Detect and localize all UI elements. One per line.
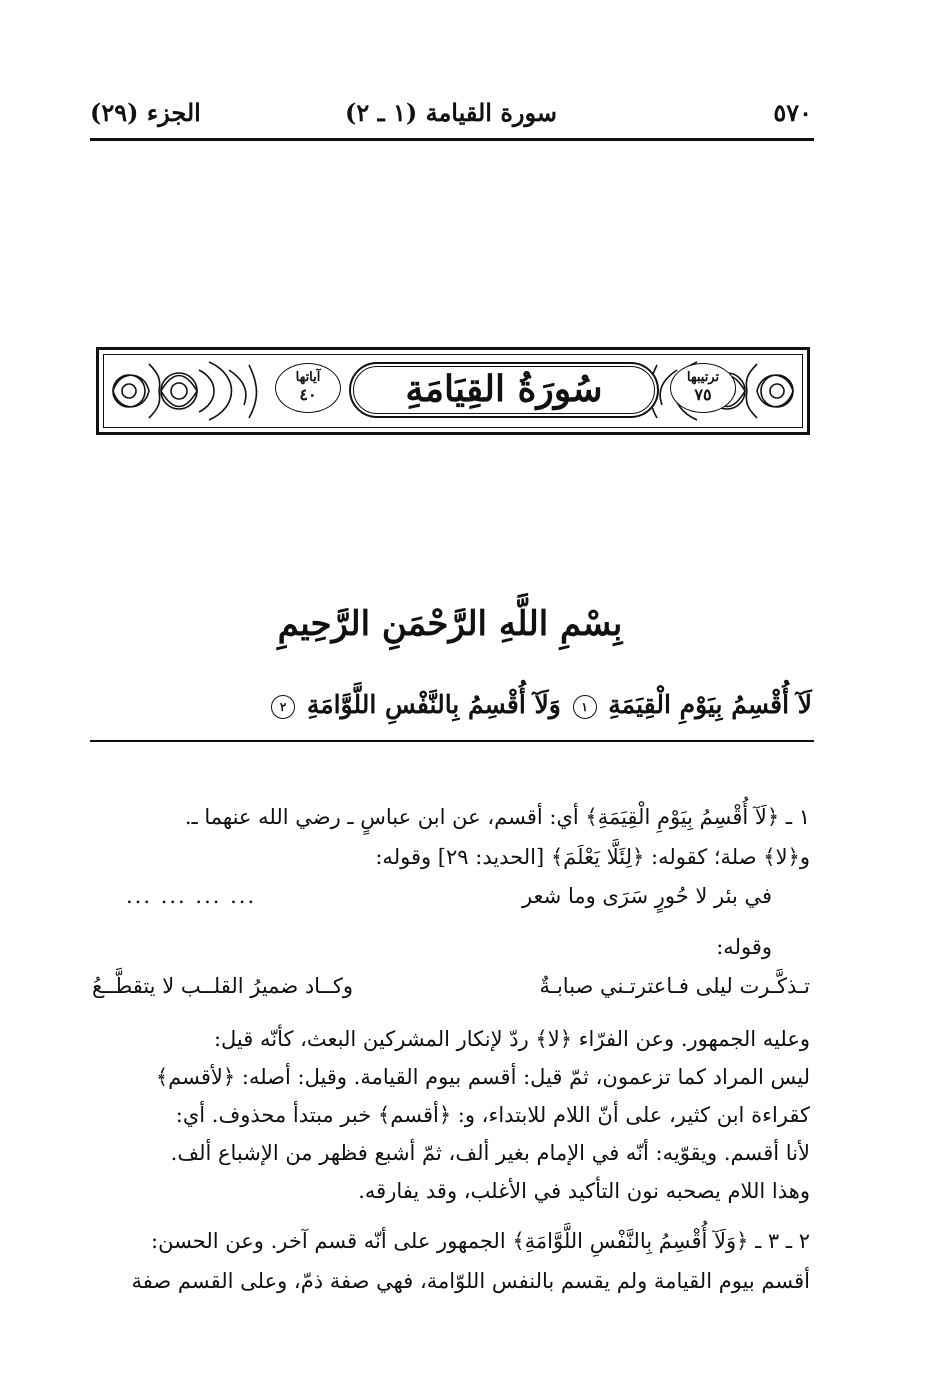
order-number: ٧٥ <box>694 385 712 404</box>
body-line-8: وهذا اللام يصحبه نون التأكيد في الأغلب، وقد يفارقه. <box>358 1179 810 1203</box>
verse-1-text: لَآ أُقْسِمُ بِيَوْمِ الْقِيَمَةِ <box>608 690 812 719</box>
body-line-3: وقوله: <box>716 935 772 959</box>
poem-1-second-hemistich: ... ... ... ... <box>126 884 257 908</box>
juz-label: الجزء (٢٩) <box>90 98 201 127</box>
body-line-10: أقسم بيوم القيامة ولم يقسم بالنفس اللوّامة، فهي صفة ذمّ، وعلى القسم صفة <box>131 1269 810 1293</box>
poem-2-first-hemistich: تـذكَّـرت ليلى فـاعترتـني صبابـةٌ <box>539 974 810 998</box>
verse-1-number: ١ <box>573 695 597 719</box>
body-line-5: ليس المراد كما تزعمون، ثمّ قيل: أقسم بيوم القيامة. وقيل: أصله: ﴿لأقسم﴾ <box>155 1065 810 1089</box>
body-line-1: ١ ـ ﴿لَآ أُقْسِمُ بِيَوْمِ الْقِيَمَةِ﴾ أي: أقسم، عن ابن عباسٍ ـ رضي الله عنهما ـ. <box>184 805 810 829</box>
surah-title: سُورَةُ القِيَامَةِ <box>405 368 603 410</box>
body-line-2: و﴿لا﴾ صلة؛ كقوله: ﴿لِئَلَّا يَعْلَمَ﴾ [الحديد: ٢٩] وقوله: <box>375 845 810 869</box>
body-line-9: ٢ ـ ٣ ـ ﴿وَلَآ أُقْسِمُ بِالنَّفْسِ اللَّوَّامَةِ﴾ الجمهور على أنّه قسم آخر. وعن الحسن: <box>151 1229 810 1253</box>
verse-2-number: ٢ <box>271 695 295 719</box>
body-line-4: وعليه الجمهور. وعن الفرّاء ﴿لا﴾ ردّ لإنكار المشركين البعث، كأنّه قيل: <box>213 1027 810 1051</box>
verses-count-label: آياتها <box>295 370 321 385</box>
verse-2-text: وَلَآ أُقْسِمُ بِالنَّفْسِ اللَّوَّامَةِ <box>306 690 561 719</box>
order-label: ترتيبها <box>686 370 720 385</box>
body-line-7: لأنا أقسم. ويقوّيه: أنّه في الإمام بغير ألف، ثمّ أشبع فظهر من الإشباع ألف. <box>170 1141 810 1165</box>
poem-2-second-hemistich: وكــاد ضميرُ القلــب لا يتقطَّــعُ <box>92 974 354 998</box>
body-line-6: كقراءة ابن كثير، على أنّ اللام للابتداء، و: ﴿أقسم﴾ خبر مبتدأ محذوف. أي: <box>175 1103 810 1127</box>
page-number: ٥٧٠ <box>773 98 812 127</box>
commentary-body <box>92 0 810 1400</box>
poem-1-first-hemistich: في بئر لا حُورٍ سَرَى وما شعر <box>521 884 772 908</box>
verses-count-number: ٤٠ <box>299 385 317 404</box>
surah-reference: سورة القيامة (١ ـ ٢) <box>344 98 557 127</box>
basmala: بِسْمِ اللَّهِ الرَّحْمَنِ الرَّحِيمِ <box>277 604 623 644</box>
